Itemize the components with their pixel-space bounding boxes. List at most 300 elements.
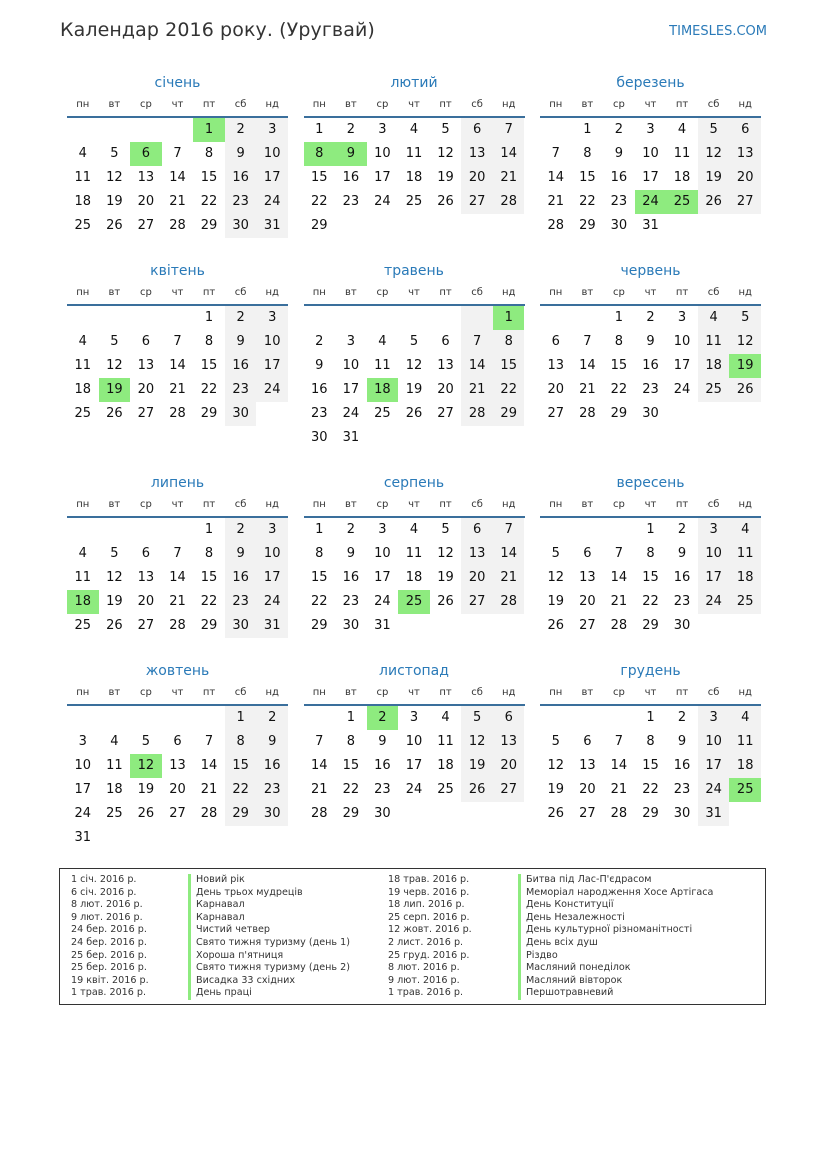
weekday-label: ср bbox=[376, 687, 389, 698]
weekday-label: сб bbox=[707, 99, 720, 110]
month-calendar bbox=[67, 260, 288, 448]
day-cell: 5 bbox=[551, 734, 560, 749]
day-cell: 29 bbox=[200, 406, 218, 421]
day-cell: 3 bbox=[698, 518, 730, 542]
month-name: січень bbox=[154, 75, 201, 91]
holiday-day: 8 bbox=[304, 142, 336, 166]
weekday-label: вт bbox=[108, 687, 121, 698]
month-name: серпень bbox=[383, 475, 445, 491]
day-cell: 22 bbox=[200, 382, 218, 397]
day-cell: 3 bbox=[78, 734, 87, 749]
holiday-name: Меморіал народження Хосе Артігаса bbox=[518, 887, 713, 900]
weekday-label: ср bbox=[139, 499, 152, 510]
day-cell: 19 bbox=[106, 194, 123, 209]
day-cell: 27 bbox=[579, 806, 596, 821]
weekday-label: ср bbox=[612, 99, 625, 110]
day-blank bbox=[130, 118, 162, 142]
day-cell: 25 bbox=[74, 618, 92, 633]
day-cell: 5 bbox=[141, 734, 151, 749]
holiday-date: 2 лист. 2016 р. bbox=[388, 936, 464, 948]
day-cell: 11 bbox=[437, 734, 454, 749]
day-cell: 2 bbox=[346, 522, 355, 537]
holiday-name: Новий рік bbox=[188, 874, 350, 887]
weekday-label: ср bbox=[376, 287, 389, 298]
day-cell: 10 bbox=[698, 730, 730, 754]
day-blank bbox=[130, 518, 162, 542]
holiday-dates-col-1 bbox=[71, 874, 149, 1000]
day-cell: 18 bbox=[729, 566, 761, 590]
holiday-date: 8 лют. 2016 р. bbox=[71, 899, 143, 911]
day-cell: 8 bbox=[646, 546, 655, 561]
day-cell: 23 bbox=[642, 382, 659, 397]
day-cell: 27 bbox=[137, 618, 155, 633]
day-cell: 21 bbox=[200, 782, 218, 797]
day-cell: 9 bbox=[225, 542, 257, 566]
day-cell: 21 bbox=[461, 378, 493, 402]
day-cell: 17 bbox=[256, 166, 288, 190]
day-cell: 12 bbox=[461, 730, 493, 754]
day-blank bbox=[162, 706, 194, 730]
day-cell: 21 bbox=[311, 782, 328, 797]
weekday-label: ср bbox=[612, 687, 625, 698]
holiday-day: 18 bbox=[67, 590, 99, 614]
day-cell: 27 bbox=[547, 406, 565, 421]
day-cell: 10 bbox=[256, 142, 288, 166]
day-cell: 30 bbox=[642, 406, 659, 421]
day-cell: 14 bbox=[579, 358, 596, 373]
weekday-label: чт bbox=[644, 99, 657, 110]
day-blank bbox=[162, 118, 194, 142]
day-cell: 10 bbox=[256, 542, 288, 566]
day-cell: 3 bbox=[256, 118, 288, 142]
day-cell: 15 bbox=[200, 358, 218, 373]
day-cell: 31 bbox=[256, 614, 288, 638]
holiday-date: 25 серп. 2016 р. bbox=[388, 911, 470, 923]
day-cell: 11 bbox=[729, 730, 761, 754]
day-cell: 19 bbox=[547, 782, 565, 797]
day-cell: 26 bbox=[547, 806, 565, 821]
day-cell: 8 bbox=[583, 146, 592, 161]
weekday-label: пн bbox=[312, 99, 326, 110]
weekday-label: пн bbox=[312, 687, 326, 698]
day-cell: 30 bbox=[256, 802, 288, 826]
day-cell: 28 bbox=[610, 806, 628, 821]
weekday-label: чт bbox=[408, 99, 420, 110]
weekday-label: нд bbox=[265, 499, 279, 510]
weekday-label: сб bbox=[471, 99, 483, 110]
day-cell: 25 bbox=[74, 218, 92, 233]
day-cell: 8 bbox=[225, 730, 257, 754]
weekday-header bbox=[67, 682, 288, 706]
day-cell: 19 bbox=[461, 754, 493, 778]
day-cell: 3 bbox=[256, 518, 288, 542]
day-cell: 13 bbox=[493, 730, 525, 754]
day-grid bbox=[304, 518, 525, 638]
day-cell: 12 bbox=[698, 142, 730, 166]
day-cell: 21 bbox=[169, 594, 186, 609]
weekday-header bbox=[304, 282, 525, 306]
day-blank bbox=[162, 518, 194, 542]
day-cell: 16 bbox=[610, 170, 628, 185]
day-cell: 28 bbox=[493, 590, 525, 614]
day-cell: 8 bbox=[204, 546, 214, 561]
day-blank bbox=[304, 306, 336, 330]
day-blank bbox=[540, 706, 572, 730]
weekday-label: сб bbox=[234, 499, 247, 510]
day-cell: 28 bbox=[461, 402, 493, 426]
day-cell: 22 bbox=[342, 782, 360, 797]
day-cell: 10 bbox=[374, 146, 391, 161]
day-cell: 31 bbox=[698, 802, 730, 826]
holiday-name: Першотравневий bbox=[518, 987, 713, 1000]
day-cell: 6 bbox=[583, 546, 592, 561]
day-cell: 1 bbox=[646, 522, 655, 537]
weekday-label: вт bbox=[108, 499, 121, 510]
holiday-name: День праці bbox=[188, 987, 350, 1000]
day-grid bbox=[304, 306, 525, 450]
month-name: квітень bbox=[150, 263, 205, 279]
day-cell: 4 bbox=[78, 546, 87, 561]
day-cell: 14 bbox=[311, 758, 328, 773]
month-name: лютий bbox=[390, 75, 438, 91]
day-cell: 25 bbox=[106, 806, 123, 821]
day-cell: 11 bbox=[374, 358, 391, 373]
month-calendar bbox=[540, 260, 761, 448]
day-blank bbox=[603, 518, 635, 542]
day-cell: 20 bbox=[169, 782, 186, 797]
holiday-date: 25 бер. 2016 р. bbox=[71, 962, 147, 974]
holiday-day: 9 bbox=[335, 142, 367, 166]
day-cell: 18 bbox=[74, 194, 92, 209]
day-cell: 20 bbox=[461, 566, 493, 590]
holiday-date: 24 бер. 2016 р. bbox=[71, 924, 147, 936]
weekday-header bbox=[304, 494, 525, 518]
day-blank bbox=[99, 306, 131, 330]
day-cell: 24 bbox=[673, 382, 691, 397]
weekday-label: сб bbox=[707, 499, 720, 510]
weekday-label: вт bbox=[344, 499, 357, 510]
weekday-label: нд bbox=[265, 99, 279, 110]
day-cell: 4 bbox=[441, 710, 450, 725]
day-cell: 21 bbox=[579, 382, 596, 397]
day-cell: 2 bbox=[225, 118, 257, 142]
day-cell: 31 bbox=[342, 430, 360, 445]
holiday-name: День Незалежності bbox=[518, 912, 713, 925]
page-title: Календар 2016 року. (Уругвай) bbox=[60, 19, 375, 41]
day-grid bbox=[304, 118, 525, 238]
day-cell: 16 bbox=[342, 570, 360, 585]
day-cell: 16 bbox=[225, 166, 257, 190]
holiday-date: 18 трав. 2016 р. bbox=[388, 874, 470, 885]
day-cell: 1 bbox=[346, 710, 355, 725]
day-cell: 22 bbox=[493, 378, 525, 402]
day-cell: 12 bbox=[106, 358, 123, 373]
day-cell: 29 bbox=[200, 218, 218, 233]
day-cell: 18 bbox=[405, 170, 423, 185]
weekday-header bbox=[304, 94, 525, 118]
day-cell: 9 bbox=[225, 330, 257, 354]
day-cell: 17 bbox=[342, 382, 360, 397]
day-cell: 16 bbox=[642, 358, 659, 373]
day-cell: 8 bbox=[614, 334, 624, 349]
day-cell: 11 bbox=[673, 146, 691, 161]
day-cell: 17 bbox=[405, 758, 423, 773]
weekday-label: вт bbox=[344, 687, 357, 698]
day-cell: 11 bbox=[74, 358, 92, 373]
day-cell: 23 bbox=[673, 594, 691, 609]
day-cell: 3 bbox=[346, 334, 355, 349]
day-blank bbox=[572, 306, 604, 330]
brand-link[interactable]: TIMESLES.COM bbox=[669, 24, 767, 39]
weekday-header bbox=[540, 494, 761, 518]
day-cell: 2 bbox=[225, 518, 257, 542]
day-cell: 20 bbox=[461, 166, 493, 190]
day-cell: 20 bbox=[579, 594, 596, 609]
day-cell: 6 bbox=[441, 334, 450, 349]
day-grid bbox=[67, 306, 288, 426]
day-cell: 12 bbox=[437, 146, 454, 161]
holiday-day: 18 bbox=[367, 378, 399, 402]
day-cell: 4 bbox=[110, 734, 119, 749]
day-cell: 19 bbox=[437, 570, 454, 585]
weekday-header bbox=[304, 682, 525, 706]
day-cell: 14 bbox=[169, 358, 186, 373]
day-cell: 13 bbox=[137, 170, 155, 185]
day-cell: 18 bbox=[698, 354, 730, 378]
day-cell: 13 bbox=[547, 358, 565, 373]
holiday-day: 19 bbox=[99, 378, 131, 402]
day-cell: 23 bbox=[225, 190, 257, 214]
day-cell: 17 bbox=[374, 170, 391, 185]
holiday-name: Висадка 33 східних bbox=[188, 975, 350, 988]
day-blank bbox=[67, 306, 99, 330]
day-cell: 30 bbox=[374, 806, 391, 821]
day-cell: 22 bbox=[200, 194, 218, 209]
weekday-label: ср bbox=[376, 99, 389, 110]
day-grid bbox=[67, 518, 288, 638]
day-cell: 18 bbox=[405, 570, 423, 585]
day-cell: 18 bbox=[437, 758, 454, 773]
weekday-label: вт bbox=[108, 287, 121, 298]
day-cell: 2 bbox=[346, 122, 355, 137]
weekday-label: пн bbox=[76, 687, 90, 698]
day-cell: 10 bbox=[673, 334, 691, 349]
weekday-label: пт bbox=[675, 287, 689, 298]
day-grid bbox=[540, 306, 761, 426]
day-cell: 24 bbox=[256, 590, 288, 614]
day-blank bbox=[572, 706, 604, 730]
day-cell: 12 bbox=[106, 170, 123, 185]
day-cell: 25 bbox=[437, 782, 454, 797]
day-cell: 24 bbox=[74, 806, 92, 821]
month-calendar bbox=[67, 72, 288, 260]
day-cell: 14 bbox=[169, 170, 186, 185]
day-cell: 16 bbox=[673, 570, 691, 585]
holiday-day: 1 bbox=[493, 306, 525, 330]
day-cell: 3 bbox=[646, 122, 655, 137]
day-cell: 20 bbox=[493, 754, 525, 778]
day-cell: 30 bbox=[342, 618, 360, 633]
day-cell: 7 bbox=[173, 146, 182, 161]
day-cell: 13 bbox=[579, 570, 596, 585]
day-cell: 15 bbox=[200, 570, 218, 585]
day-cell: 2 bbox=[646, 310, 655, 325]
day-cell: 12 bbox=[547, 570, 565, 585]
day-cell: 26 bbox=[106, 218, 123, 233]
day-cell: 22 bbox=[642, 594, 659, 609]
day-cell: 15 bbox=[579, 170, 596, 185]
day-cell: 14 bbox=[461, 354, 493, 378]
holiday-name: День Конституції bbox=[518, 899, 713, 912]
day-cell: 5 bbox=[110, 546, 119, 561]
day-cell: 19 bbox=[547, 594, 565, 609]
day-cell: 11 bbox=[405, 546, 423, 561]
day-cell: 8 bbox=[204, 146, 214, 161]
day-blank bbox=[67, 518, 99, 542]
weekday-label: нд bbox=[265, 687, 279, 698]
day-cell: 8 bbox=[204, 334, 214, 349]
weekday-label: ср bbox=[612, 287, 625, 298]
day-cell: 2 bbox=[677, 522, 687, 537]
holiday-name: Хороша п'ятниця bbox=[188, 950, 350, 963]
holiday-name: Різдво bbox=[518, 950, 713, 963]
day-cell: 24 bbox=[698, 590, 730, 614]
weekday-label: нд bbox=[738, 499, 752, 510]
weekday-label: вт bbox=[108, 99, 121, 110]
day-cell: 16 bbox=[342, 170, 360, 185]
month-calendar bbox=[304, 260, 525, 472]
month-name: липень bbox=[150, 475, 205, 491]
day-cell: 15 bbox=[200, 170, 218, 185]
day-cell: 23 bbox=[311, 406, 328, 421]
day-cell: 7 bbox=[173, 334, 182, 349]
day-cell: 30 bbox=[673, 618, 691, 633]
weekday-label: сб bbox=[707, 287, 720, 298]
day-cell: 1 bbox=[204, 522, 214, 537]
month-calendar bbox=[67, 472, 288, 660]
day-cell: 7 bbox=[204, 734, 214, 749]
day-cell: 7 bbox=[461, 330, 493, 354]
weekday-label: вт bbox=[581, 287, 594, 298]
day-cell: 7 bbox=[614, 546, 624, 561]
day-cell: 29 bbox=[642, 618, 659, 633]
day-cell: 19 bbox=[106, 594, 123, 609]
weekday-label: пн bbox=[549, 99, 563, 110]
month-calendar bbox=[304, 472, 525, 660]
day-cell: 1 bbox=[225, 706, 257, 730]
month-name: травень bbox=[384, 263, 444, 279]
weekday-label: сб bbox=[234, 99, 247, 110]
day-cell: 4 bbox=[698, 306, 730, 330]
day-cell: 22 bbox=[225, 778, 257, 802]
day-cell: 19 bbox=[698, 166, 730, 190]
day-cell: 30 bbox=[610, 218, 628, 233]
weekday-label: чт bbox=[408, 499, 420, 510]
day-cell: 16 bbox=[311, 382, 328, 397]
weekday-label: пт bbox=[439, 687, 452, 698]
weekday-label: вт bbox=[581, 499, 594, 510]
holiday-day: 24 bbox=[635, 190, 667, 214]
holiday-name: День всіх душ bbox=[518, 937, 713, 950]
day-cell: 9 bbox=[378, 734, 387, 749]
day-cell: 13 bbox=[461, 142, 493, 166]
day-cell: 1 bbox=[583, 122, 592, 137]
day-cell: 17 bbox=[256, 354, 288, 378]
day-cell: 18 bbox=[74, 382, 92, 397]
day-cell: 2 bbox=[677, 710, 687, 725]
day-cell: 25 bbox=[698, 378, 730, 402]
day-cell: 3 bbox=[409, 710, 419, 725]
day-cell: 26 bbox=[461, 778, 493, 802]
weekday-label: нд bbox=[738, 687, 752, 698]
day-cell: 29 bbox=[342, 806, 360, 821]
weekday-label: сб bbox=[234, 687, 247, 698]
day-cell: 27 bbox=[493, 778, 525, 802]
weekday-label: нд bbox=[738, 99, 752, 110]
day-cell: 1 bbox=[614, 310, 624, 325]
day-cell: 7 bbox=[315, 734, 324, 749]
day-cell: 14 bbox=[493, 542, 525, 566]
day-cell: 4 bbox=[78, 146, 87, 161]
weekday-header bbox=[67, 282, 288, 306]
day-cell: 12 bbox=[437, 546, 454, 561]
day-cell: 22 bbox=[610, 382, 628, 397]
day-cell: 3 bbox=[256, 306, 288, 330]
day-cell: 24 bbox=[405, 782, 423, 797]
month-name: листопад bbox=[379, 663, 449, 679]
day-cell: 22 bbox=[311, 194, 328, 209]
holiday-name: Свято тижня туризму (день 2) bbox=[188, 962, 350, 975]
day-cell: 23 bbox=[610, 194, 628, 209]
day-cell: 5 bbox=[110, 334, 119, 349]
day-cell: 9 bbox=[677, 734, 687, 749]
month-calendar bbox=[67, 660, 288, 872]
day-cell: 26 bbox=[729, 378, 761, 402]
day-cell: 18 bbox=[729, 754, 761, 778]
day-cell: 6 bbox=[583, 734, 592, 749]
day-cell: 20 bbox=[437, 382, 454, 397]
day-cell: 24 bbox=[374, 194, 391, 209]
holiday-date: 18 лип. 2016 р. bbox=[388, 899, 465, 911]
day-cell: 10 bbox=[405, 734, 423, 749]
day-cell: 29 bbox=[579, 218, 596, 233]
day-cell: 23 bbox=[225, 590, 257, 614]
day-cell: 15 bbox=[342, 758, 360, 773]
day-cell: 4 bbox=[409, 122, 419, 137]
holiday-name: Масляний вівторок bbox=[518, 975, 713, 988]
day-cell: 4 bbox=[78, 334, 87, 349]
weekday-header bbox=[540, 282, 761, 306]
day-cell: 17 bbox=[698, 566, 730, 590]
weekday-label: пт bbox=[675, 687, 689, 698]
day-cell: 23 bbox=[673, 782, 691, 797]
day-blank bbox=[572, 518, 604, 542]
day-cell: 21 bbox=[169, 382, 186, 397]
day-cell: 7 bbox=[614, 734, 624, 749]
holiday-day: 12 bbox=[130, 754, 162, 778]
weekday-label: пн bbox=[312, 287, 326, 298]
weekday-label: ср bbox=[139, 287, 152, 298]
weekday-label: пт bbox=[439, 99, 452, 110]
month-name: грудень bbox=[620, 663, 681, 679]
day-cell: 4 bbox=[677, 122, 687, 137]
day-cell: 29 bbox=[200, 618, 218, 633]
day-cell: 28 bbox=[547, 218, 565, 233]
day-cell: 3 bbox=[378, 522, 387, 537]
day-cell: 24 bbox=[342, 406, 360, 421]
day-cell: 26 bbox=[137, 806, 155, 821]
day-cell: 30 bbox=[225, 402, 257, 426]
